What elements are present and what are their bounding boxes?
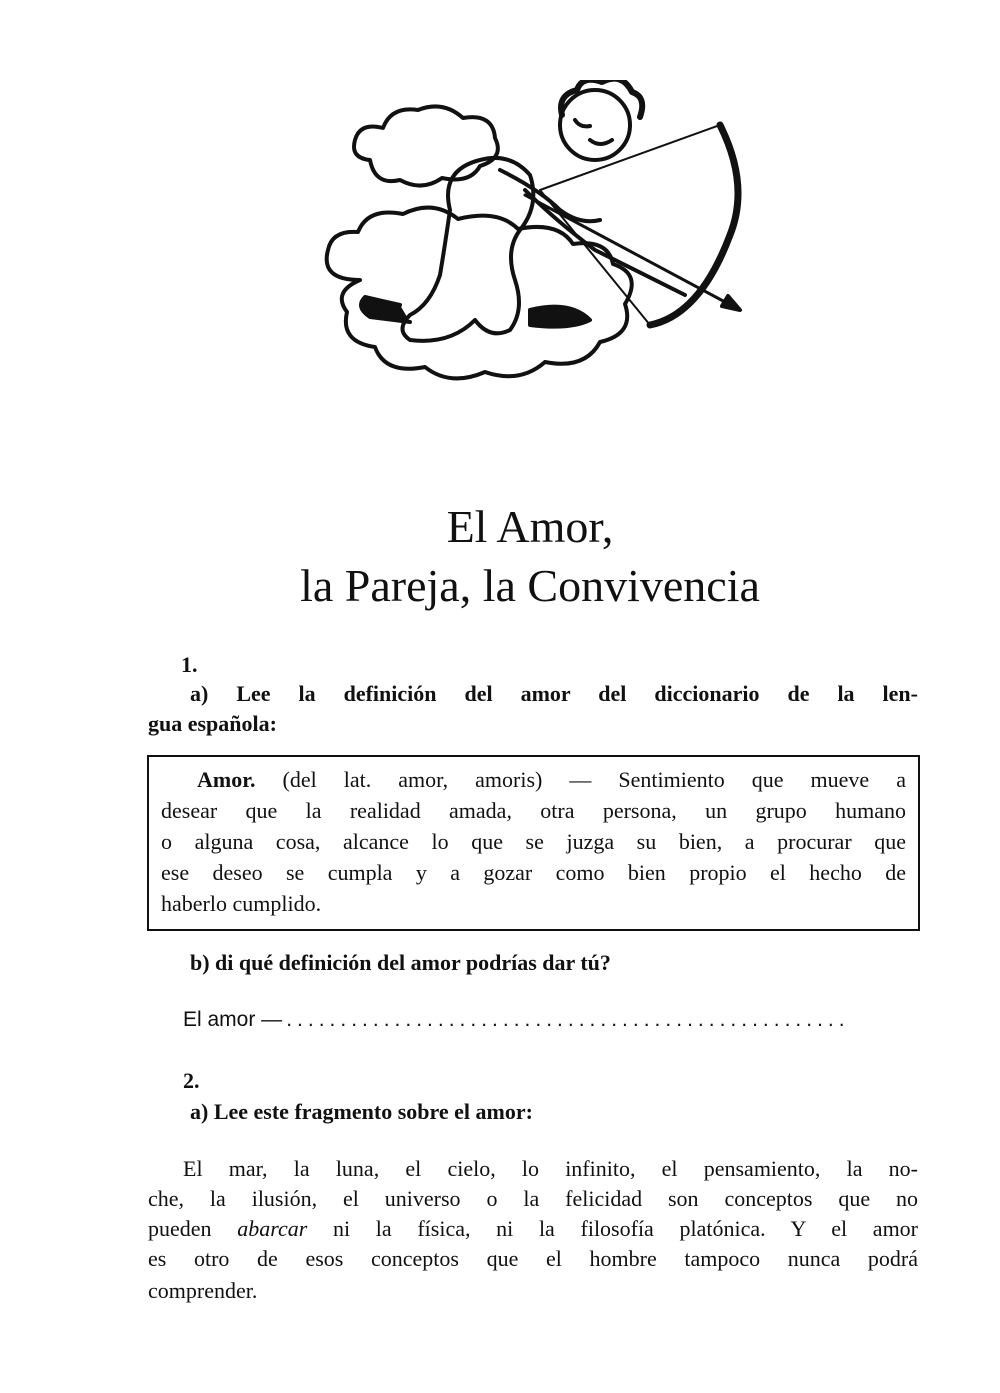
section-2a-instruction: a) Lee este fragmento sobre el amor: (190, 1099, 533, 1124)
definition-line-5: haberlo cumplido. (161, 891, 322, 916)
section-2-number: 2. (183, 1068, 200, 1093)
fragment-line-1: El mar, la luna, el cielo, lo infinito, el pensamiento, la no- (183, 1156, 918, 1181)
answer-dotted-blank[interactable]: .................................................... (286, 1008, 850, 1031)
definition-line-2: desear que la realidad amada, otra persona, un grupo humano (161, 798, 906, 823)
fragment-line-3 (148, 1216, 918, 1242)
section-1a-instruction-line-1: a) Lee la definición del amor del diccionario de la len- (190, 681, 918, 706)
definition-line-1 (197, 767, 906, 793)
definition-line-1-text: (del lat. amor, amoris) — Sentimiento que mueve a (255, 767, 906, 792)
dictionary-definition-box (147, 755, 920, 931)
fragment-italic-word: abarcar (237, 1216, 308, 1241)
title-line-1: El Amor, (446, 501, 614, 552)
fragment-line-3-start: pueden (148, 1216, 238, 1241)
section-1b-question: b) di qué definición del amor podrías dar tú? (190, 950, 611, 975)
answer-line[interactable] (183, 1008, 918, 1032)
fragment-line-2: che, la ilusión, el universo o la felicidad son conceptos que no (148, 1186, 918, 1211)
fragment-line-4: es otro de esos conceptos que el hombre tampoco nunca podrá (148, 1246, 918, 1271)
title-line-2: la Pareja, la Convivencia (300, 560, 760, 611)
fragment-line-3-end: ni la física, ni la filosofía platónica. Y el amor (307, 1216, 919, 1241)
definition-line-4: ese deseo se cumpla y a gozar como bien propio el hecho de (161, 860, 906, 885)
cupid-on-cloud-illustration (300, 80, 760, 410)
definition-line-3: o alguna cosa, alcance lo que se juzga su bien, a procurar que (161, 829, 906, 854)
answer-prefix: El amor — (183, 1008, 283, 1031)
section-1a-instruction-line-2: gua española: (148, 711, 277, 736)
definition-term: Amor. (197, 767, 256, 792)
fragment-line-5: comprender. (148, 1278, 258, 1303)
section-1-number: 1. (181, 652, 198, 677)
